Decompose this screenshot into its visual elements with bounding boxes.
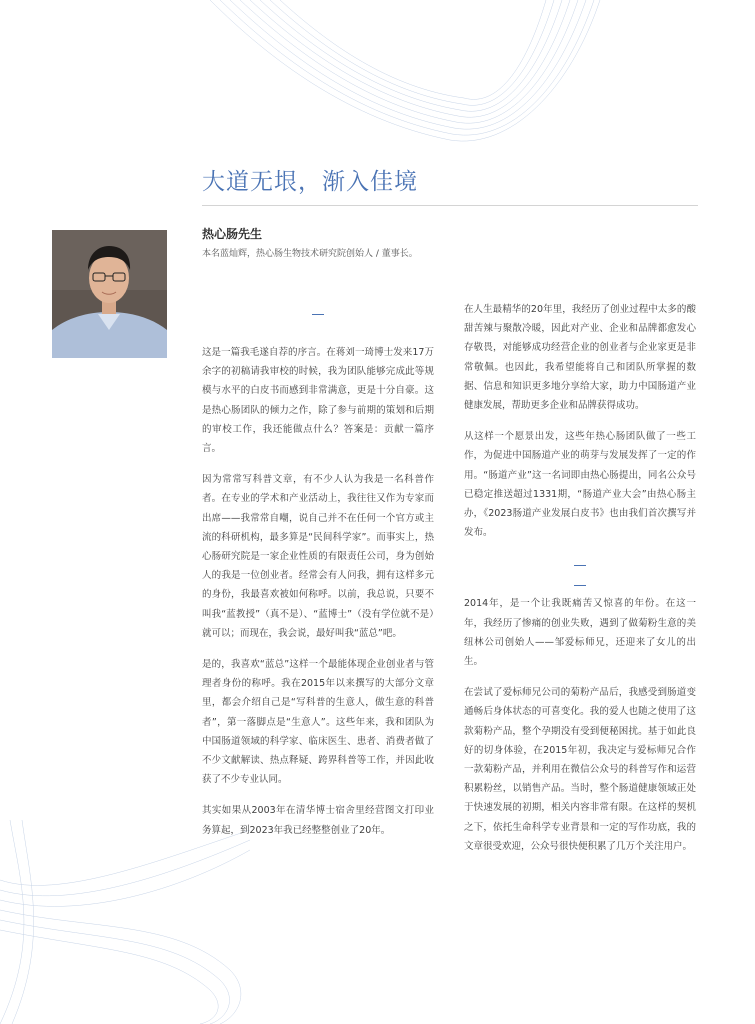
section-one-numeral [312,314,324,315]
left-column [202,305,434,852]
paragraph: 从这样一个愿景出发，这些年热心肠团队做了一些工作，为促进中国肠道产业的萌芽与发展发挥了一定的作用。“肠道产业”这一名词即由热心肠提出，同名公众号已稳定推送超过1331期，“肠道产业大会”由热心肠主办，《2023肠道产业发展白皮书》也由我们首次撰写并发布。 [464,431,696,539]
paragraph: 在人生最精华的20年里，我经历了创业过程中太多的酸甜苦辣与聚散冷暖，因此对产业、企业和品牌都愈发心存敬畏，对能够成功经营企业的创业者与企业家更是非常敬佩。也因此，我希望能将自己和团队所掌握的数据、信息和知识更多地分享给大家，助力中国肠道产业健康发展，帮助更多企业和品牌获得成功。 [464,304,696,412]
author-photo [52,230,167,358]
section-two-marker [464,556,696,576]
section-one-marker [202,305,434,325]
article-title: 大道无垠，渐入佳境 [202,169,418,195]
paragraph: 这是一篇我毛遂自荐的序言。在蒋刘一琦博士发来17万余字的初稿请我审校的时候，我为团队能够完成此等规模与水平的白皮书而感到非常满意，更是十分自豪。这是热心肠团队的倾力之作，除了参与前期的策划和后期的审校工作，我还能做点什么？答案是：贡献一篇序言。 [202,347,434,455]
section-two-numeral-lower [574,585,586,586]
section-two-numeral [574,565,586,566]
paragraph: 在尝试了爱标师兄公司的菊粉产品后，我感受到肠道变通畅后身体状态的可喜变化。我的爱人也随之使用了这款菊粉产品，整个孕期没有受到便秘困扰。基于如此良好的切身体验，在2015年初，我决定与爱标师兄合作一款菊粉产品，并利用在微信公众号的科普写作和运营积累粉丝，以销售产品。当时，整个肠道健康领域正处于快速发展的初期，相关内容非常有限。在这样的契机之下，依托生命科学专业背景和一定的写作功底，我的文章很受欢迎，公众号很快便积累了几万个关注用户。 [464,687,696,852]
title-divider [202,205,698,206]
paragraph: 其实如果从2003年在清华博士宿舍里经营图文打印业务算起，到2023年我已经整整创业了20年。 [202,805,434,836]
author-description: 本名蓝灿辉，热心肠生物技术研究院创始人 / 董事长。 [202,249,418,259]
paragraph: 因为常常写科普文章，有不少人认为我是一名科普作者。在专业的学术和产业活动上，我往往又作为专家而出席——我常常自嘲，说自己并不在任何一个官方或主流的科研机构，最多算是“民间科学家”。而事实上，热心肠研究院是一家企业性质的有限责任公司，身为创始人的我是一位创业者。经常会有人问我，拥有这样多元的身份，我最喜欢被如何称呼。以前，我总说，只要不叫我“蓝教授”（真不是）、“蓝博士”（没有学位就不是）就可以；而现在，我会说，最好叫我“蓝总”吧。 [202,474,434,639]
paragraph: 2014年，是一个让我既痛苦又惊喜的年份。在这一年，我经历了惨痛的创业失败，遇到了做菊粉生意的美纽林公司创始人——邹爱标师兄，还迎来了女儿的出生。 [464,598,696,668]
paragraph: 是的，我喜欢“蓝总”这样一个最能体现企业创业者与管理者身份的称呼。我在2015年以来撰写的大部分文章里，都会介绍自己是“写科普的生意人，做生意的科普者”，第一落脚点是“生意人”。这些年来，我和团队为中国肠道领域的科学家、临床医生、患者、消费者做了不少文献解读、热点释疑、跨界科普等工作，并因此收获了不少专业认同。 [202,659,434,786]
author-portrait-image [52,230,167,358]
right-column [464,300,696,868]
wave-decoration-top [190,0,610,150]
author-name: 热心肠先生 [202,227,263,241]
